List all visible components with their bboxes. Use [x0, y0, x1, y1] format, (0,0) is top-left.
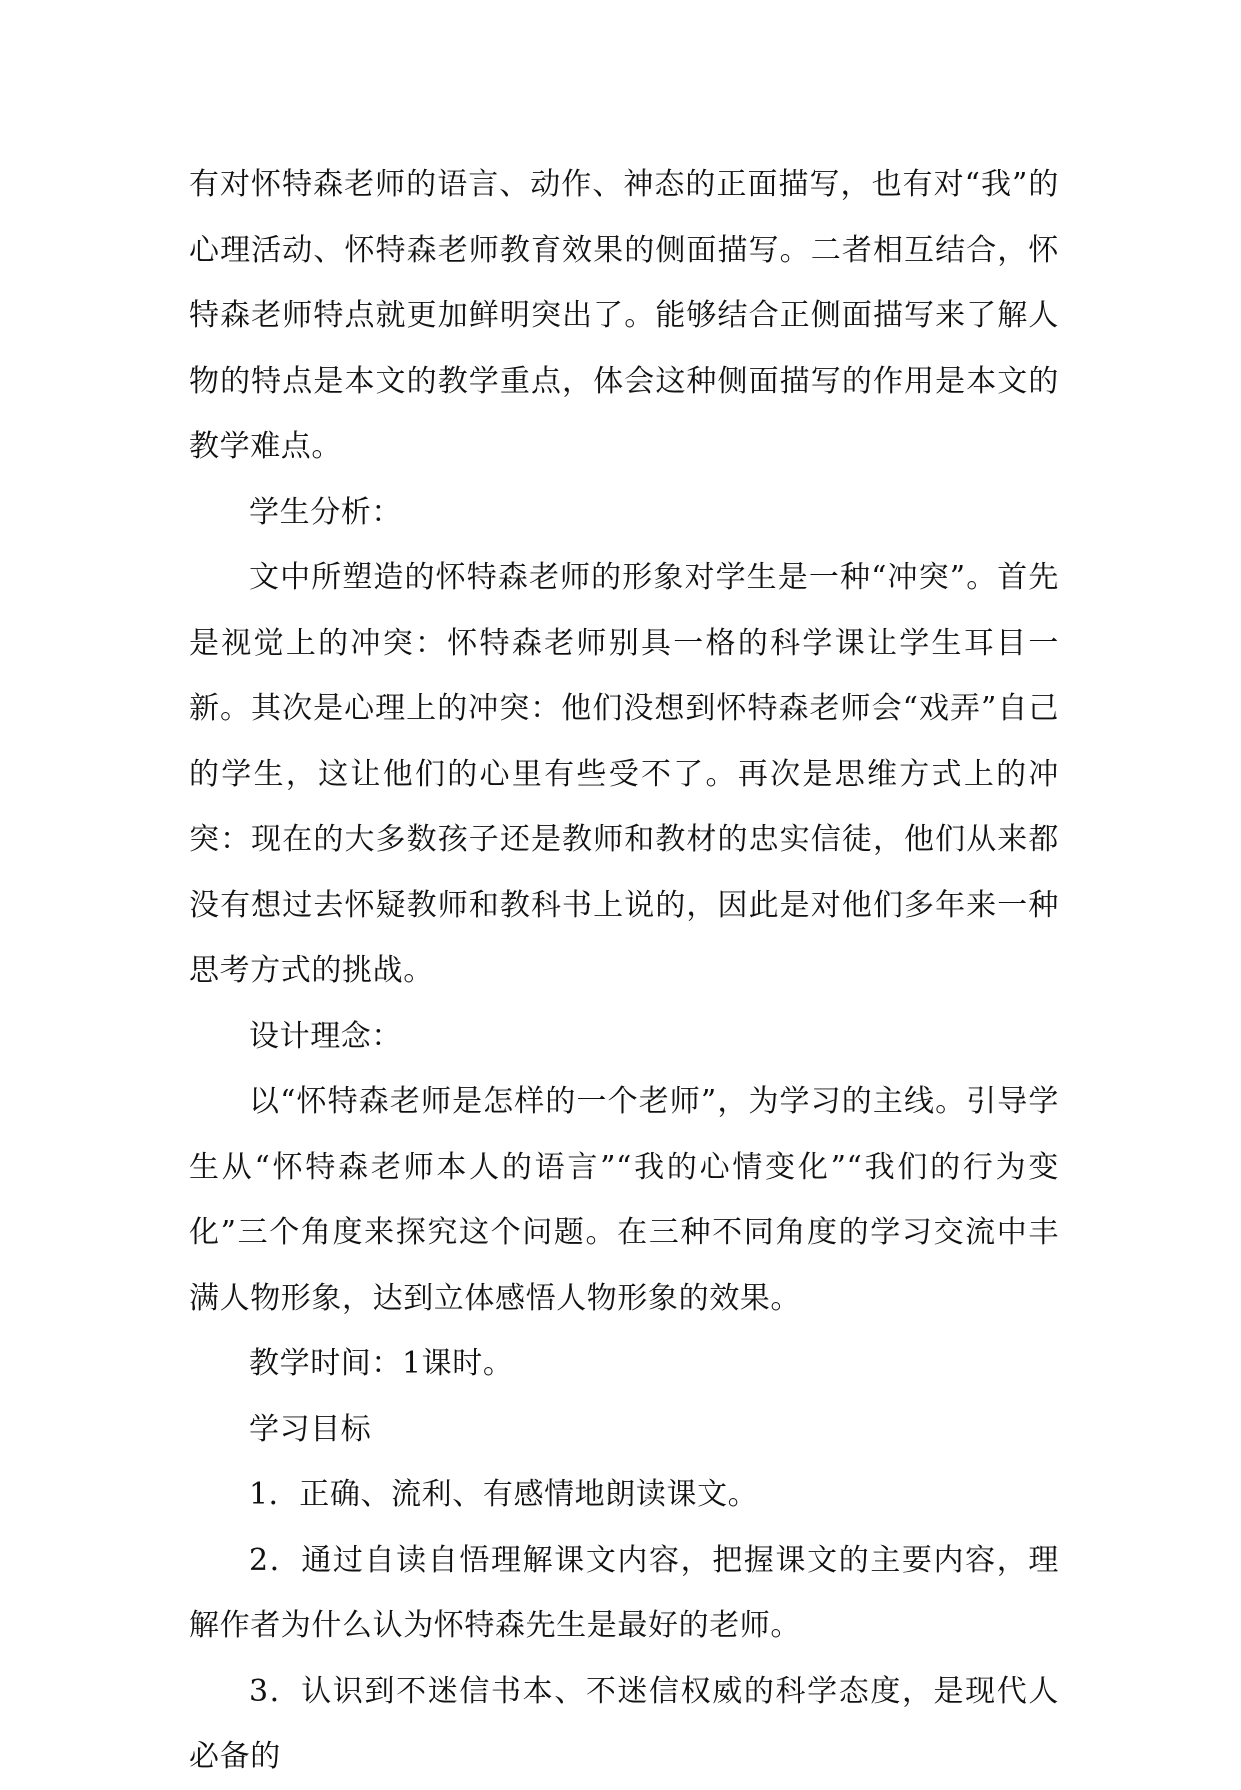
heading-learning-objectives: 学习目标 — [249, 1411, 372, 1447]
heading-student-analysis: 学生分析： — [249, 494, 402, 530]
objective-item-1: 1．正确、流利、有感情地朗读课文。 — [249, 1477, 759, 1512]
heading-design-concept: 设计理念： — [249, 1018, 402, 1054]
teaching-time: 教学时间：1课时。 — [249, 1346, 514, 1381]
paragraph-description-continued: 有对怀特森老师的语言、动作、神态的正面描写，也有对“我”的心理活动、怀特森老师教育效果的侧面描写。二者相互结合，怀特森老师特点就更加鲜明突出了。能够结合正侧面描写来了解人物的特点是本文的教学重点，体会这种侧面描写的作用是本文的教学难点。 — [189, 167, 1059, 464]
objective-item-3: 3．认识到不迷信书本、不迷信权威的科学态度，是现代人必备的 — [189, 1673, 1059, 1774]
document-body — [189, 152, 1059, 1790]
objective-item-2: 2．通过自读自悟理解课文内容，把握课文的主要内容，理解作者为什么认为怀特森先生是最好的老师。 — [189, 1542, 1059, 1643]
paragraph-student-analysis: 文中所塑造的怀特森老师的形象对学生是一种“冲突”。首先是视觉上的冲突：怀特森老师别具一格的科学课让学生耳目一新。其次是心理上的冲突：他们没想到怀特森老师会“戏弄”自己的学生，这让他们的心里有些受不了。再次是思维方式上的冲突：现在的大多数孩子还是教师和教材的忠实信徒，他们从来都没有想过去怀疑教师和教科书上说的，因此是对他们多年来一种思考方式的挑战。 — [189, 560, 1059, 988]
paragraph-design-concept: 以“怀特森老师是怎样的一个老师”，为学习的主线。引导学生从“怀特森老师本人的语言”“我的心情变化”“我们的行为变化”三个角度来探究这个问题。在三种不同角度的学习交流中丰满人物形象，达到立体感悟人物形象的效果。 — [189, 1084, 1059, 1316]
